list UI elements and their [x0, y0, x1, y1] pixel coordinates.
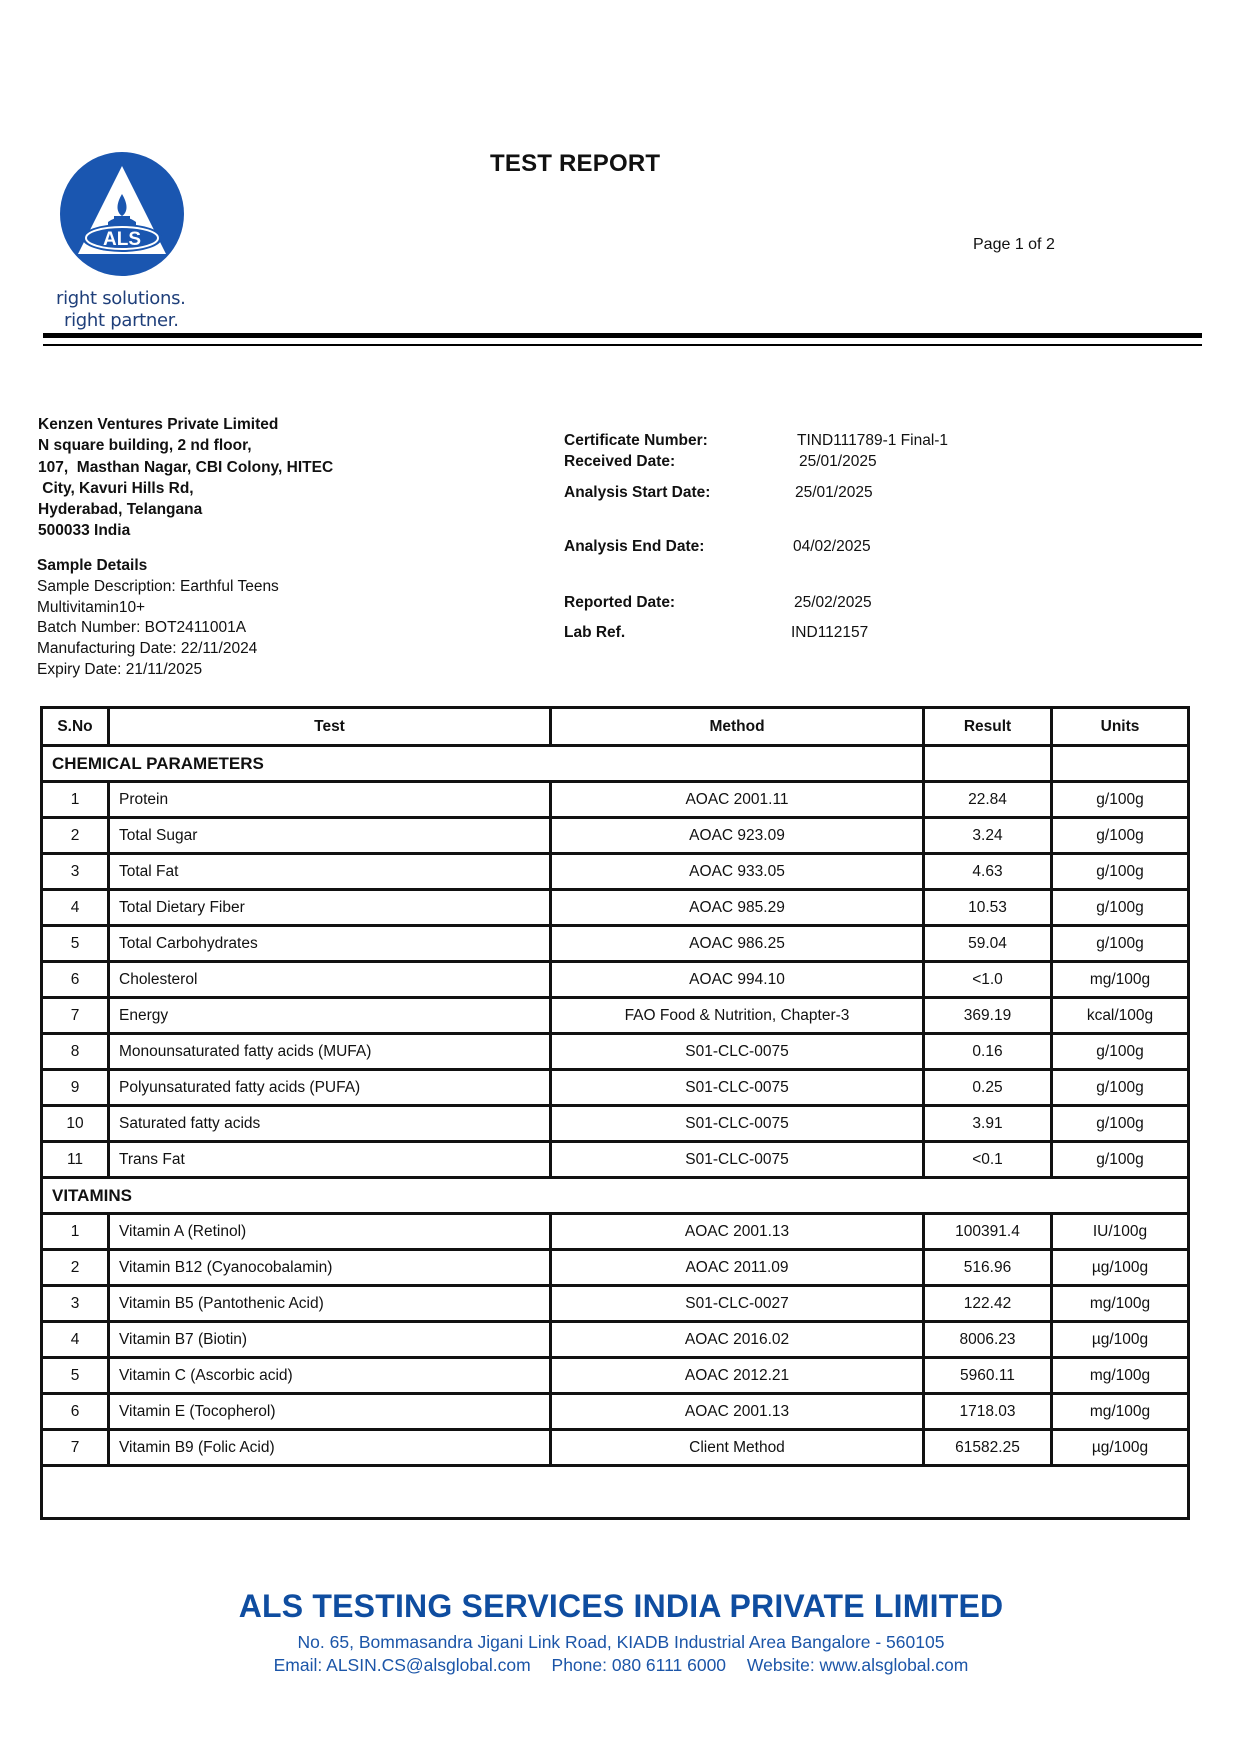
- cell-units: g/100g: [1052, 782, 1189, 818]
- certificate-number-value: TIND111789-1 Final-1: [797, 432, 949, 449]
- client-address-line: 500033 India: [38, 522, 131, 540]
- cell-sno: 9: [42, 1070, 109, 1106]
- cell-units: g/100g: [1052, 1142, 1189, 1178]
- section-title: VITAMINS: [42, 1178, 1189, 1214]
- cell-units: IU/100g: [1052, 1214, 1189, 1250]
- cell-test: Vitamin E (Tocopherol): [109, 1394, 551, 1430]
- footer-contact: [0, 1655, 1242, 1676]
- cell-units: mg/100g: [1052, 1358, 1189, 1394]
- svg-text:ALS: ALS: [103, 229, 141, 250]
- client-address-line: 107, Masthan Nagar, CBI Colony, HITEC: [38, 458, 334, 476]
- client-name: Kenzen Ventures Private Limited: [38, 416, 279, 433]
- cell-method: AOAC 2011.09: [551, 1250, 924, 1286]
- cell-units: mg/100g: [1052, 962, 1189, 998]
- table-row: [42, 1394, 1189, 1430]
- cell-units: µg/100g: [1052, 1322, 1189, 1358]
- client-address: [38, 414, 333, 542]
- cell-units: g/100g: [1052, 818, 1189, 854]
- column-header-units: Units: [1052, 708, 1189, 746]
- cell-result: 5960.11: [924, 1358, 1052, 1394]
- cell-test: Total Dietary Fiber: [109, 890, 551, 926]
- cell-sno: 3: [42, 1286, 109, 1322]
- als-logo-icon: [58, 150, 186, 278]
- cell-test: Saturated fatty acids: [109, 1106, 551, 1142]
- footer-company-name: ALS TESTING SERVICES INDIA PRIVATE LIMITED: [238, 1588, 1004, 1624]
- manufacturing-date: Manufacturing Date: 22/11/2024: [37, 640, 258, 658]
- sample-description-cont: Multivitamin10+: [37, 598, 146, 616]
- certificate-number-label: Certificate Number:: [564, 432, 708, 449]
- cell-sno: 5: [42, 1358, 109, 1394]
- cell-sno: 5: [42, 926, 109, 962]
- cell-result: 1718.03: [924, 1394, 1052, 1430]
- cell-test: Vitamin A (Retinol): [109, 1214, 551, 1250]
- reported-date-value: 25/02/2025: [794, 594, 872, 611]
- cell-method: AOAC 2001.13: [551, 1214, 924, 1250]
- cell-result: 0.16: [924, 1034, 1052, 1070]
- analysis-end-label: Analysis End Date:: [564, 538, 705, 555]
- table-row: [42, 782, 1189, 818]
- sample-description: Sample Description: Earthful Teens: [37, 577, 279, 595]
- cell-test: Total Fat: [109, 854, 551, 890]
- tagline-line: right solutions.: [56, 288, 186, 309]
- cell-method: Client Method: [551, 1430, 924, 1466]
- cell-units: kcal/100g: [1052, 998, 1189, 1034]
- cell-sno: 4: [42, 890, 109, 926]
- cell-result: 22.84: [924, 782, 1052, 818]
- cell-sno: 6: [42, 962, 109, 998]
- table-row: [42, 854, 1189, 890]
- cell-sno: 1: [42, 782, 109, 818]
- cell-result: 100391.4: [924, 1214, 1052, 1250]
- cell-method: AOAC 985.29: [551, 890, 924, 926]
- table-row: [42, 1214, 1189, 1250]
- expiry-date: Expiry Date: 21/11/2025: [37, 660, 203, 678]
- sample-details-heading: Sample Details: [37, 557, 148, 574]
- table-row: [42, 1430, 1189, 1466]
- cell-sno: 10: [42, 1106, 109, 1142]
- cell-result: 516.96: [924, 1250, 1052, 1286]
- tagline-line: right partner.: [64, 310, 179, 331]
- lab-ref-label: Lab Ref.: [564, 624, 626, 641]
- cell-method: AOAC 933.05: [551, 854, 924, 890]
- cell-units: g/100g: [1052, 926, 1189, 962]
- column-header-result: Result: [924, 708, 1052, 746]
- column-header-sno: S.No: [42, 708, 109, 746]
- table-row: [42, 1070, 1189, 1106]
- cell-test: Vitamin B5 (Pantothenic Acid): [109, 1286, 551, 1322]
- cell-result: 10.53: [924, 890, 1052, 926]
- cell-units: g/100g: [1052, 854, 1189, 890]
- client-address-line: Hyderabad, Telangana: [38, 501, 203, 519]
- cell-sno: 6: [42, 1394, 109, 1430]
- sample-details: [37, 556, 279, 681]
- cell-test: Energy: [109, 998, 551, 1034]
- cell-test: Protein: [109, 782, 551, 818]
- cell-method: AOAC 2016.02: [551, 1322, 924, 1358]
- footer-phone: Phone: 080 6111 6000: [551, 1655, 727, 1675]
- cell-sno: 3: [42, 854, 109, 890]
- logo-tagline: [56, 288, 186, 332]
- cell-test: Cholesterol: [109, 962, 551, 998]
- cell-sno: 2: [42, 1250, 109, 1286]
- client-address-line: N square building, 2 nd floor,: [38, 437, 252, 455]
- cell-units: g/100g: [1052, 890, 1189, 926]
- table-row: [42, 1106, 1189, 1142]
- footer-address: No. 65, Bommasandra Jigani Link Road, KIADB Industrial Area Bangalore - 560105: [297, 1632, 945, 1652]
- table-row: [42, 1322, 1189, 1358]
- client-address-line: City, Kavuri Hills Rd,: [38, 479, 194, 497]
- cell-result: 59.04: [924, 926, 1052, 962]
- cell-test: Trans Fat: [109, 1142, 551, 1178]
- analysis-start-value: 25/01/2025: [795, 484, 873, 501]
- table-row: [42, 1286, 1189, 1322]
- cell-test: Vitamin C (Ascorbic acid): [109, 1358, 551, 1394]
- table-row: [42, 1034, 1189, 1070]
- cell-method: S01-CLC-0075: [551, 1142, 924, 1178]
- cell-sno: 2: [42, 818, 109, 854]
- cell-test: Total Carbohydrates: [109, 926, 551, 962]
- column-header-test: Test: [109, 708, 551, 746]
- cell-method: FAO Food & Nutrition, Chapter-3: [551, 998, 924, 1034]
- cell-result: <0.1: [924, 1142, 1052, 1178]
- results-table: [40, 706, 1190, 1520]
- section-header-row: [42, 746, 1189, 782]
- cell-method: S01-CLC-0075: [551, 1070, 924, 1106]
- cell-test: Polyunsaturated fatty acids (PUFA): [109, 1070, 551, 1106]
- empty-cell: [1052, 746, 1189, 782]
- cell-sno: 8: [42, 1034, 109, 1070]
- cell-sno: 4: [42, 1322, 109, 1358]
- cell-units: mg/100g: [1052, 1394, 1189, 1430]
- cell-units: g/100g: [1052, 1070, 1189, 1106]
- cell-test: Vitamin B12 (Cyanocobalamin): [109, 1250, 551, 1286]
- cell-result: 122.42: [924, 1286, 1052, 1322]
- table-row: [42, 1142, 1189, 1178]
- empty-cell: [42, 1466, 1189, 1519]
- cell-method: S01-CLC-0075: [551, 1106, 924, 1142]
- cell-method: AOAC 2012.21: [551, 1358, 924, 1394]
- cell-test: Vitamin B7 (Biotin): [109, 1322, 551, 1358]
- cell-sno: 7: [42, 1430, 109, 1466]
- cell-method: AOAC 986.25: [551, 926, 924, 962]
- cell-test: Total Sugar: [109, 818, 551, 854]
- table-row: [42, 926, 1189, 962]
- cell-test: Monounsaturated fatty acids (MUFA): [109, 1034, 551, 1070]
- analysis-start-label: Analysis Start Date:: [564, 484, 711, 501]
- table-row: [42, 998, 1189, 1034]
- table-row: [42, 962, 1189, 998]
- header-divider-thin: [43, 344, 1202, 346]
- table-row: [42, 1358, 1189, 1394]
- cell-method: AOAC 923.09: [551, 818, 924, 854]
- cell-units: µg/100g: [1052, 1430, 1189, 1466]
- cell-result: 0.25: [924, 1070, 1052, 1106]
- cell-result: 3.24: [924, 818, 1052, 854]
- lab-ref-value: IND112157: [791, 624, 869, 641]
- cell-sno: 7: [42, 998, 109, 1034]
- cell-result: 8006.23: [924, 1322, 1052, 1358]
- cell-result: 369.19: [924, 998, 1052, 1034]
- column-header-method: Method: [551, 708, 924, 746]
- cell-result: <1.0: [924, 962, 1052, 998]
- cell-method: S01-CLC-0027: [551, 1286, 924, 1322]
- table-row: [42, 818, 1189, 854]
- footer-website: Website: www.alsglobal.com: [746, 1655, 969, 1675]
- header-divider-thick: [43, 333, 1202, 338]
- page-title: TEST REPORT: [490, 150, 661, 177]
- cell-result: 4.63: [924, 854, 1052, 890]
- received-date-label: Received Date:: [564, 453, 676, 470]
- cell-sno: 1: [42, 1214, 109, 1250]
- cell-method: S01-CLC-0075: [551, 1034, 924, 1070]
- cell-units: g/100g: [1052, 1034, 1189, 1070]
- batch-number: Batch Number: BOT2411001A: [37, 619, 247, 637]
- cell-units: µg/100g: [1052, 1250, 1189, 1286]
- cell-sno: 11: [42, 1142, 109, 1178]
- section-header-row: [42, 1178, 1189, 1214]
- page-indicator: Page 1 of 2: [973, 236, 1055, 253]
- cell-units: mg/100g: [1052, 1286, 1189, 1322]
- footer-email: Email: ALSIN.CS@alsglobal.com: [273, 1655, 531, 1675]
- cell-method: AOAC 2001.11: [551, 782, 924, 818]
- cell-test: Vitamin B9 (Folic Acid): [109, 1430, 551, 1466]
- section-title: CHEMICAL PARAMETERS: [42, 746, 924, 782]
- reported-date-label: Reported Date:: [564, 594, 676, 611]
- cell-units: g/100g: [1052, 1106, 1189, 1142]
- table-row: [42, 1250, 1189, 1286]
- table-row: [42, 890, 1189, 926]
- table-header-row: [42, 708, 1189, 746]
- empty-cell: [924, 746, 1052, 782]
- cell-method: AOAC 2001.13: [551, 1394, 924, 1430]
- analysis-end-value: 04/02/2025: [793, 538, 871, 555]
- cell-result: 3.91: [924, 1106, 1052, 1142]
- cell-result: 61582.25: [924, 1430, 1052, 1466]
- cell-method: AOAC 994.10: [551, 962, 924, 998]
- received-date-value: 25/01/2025: [799, 453, 877, 470]
- table-blank-row: [42, 1466, 1189, 1519]
